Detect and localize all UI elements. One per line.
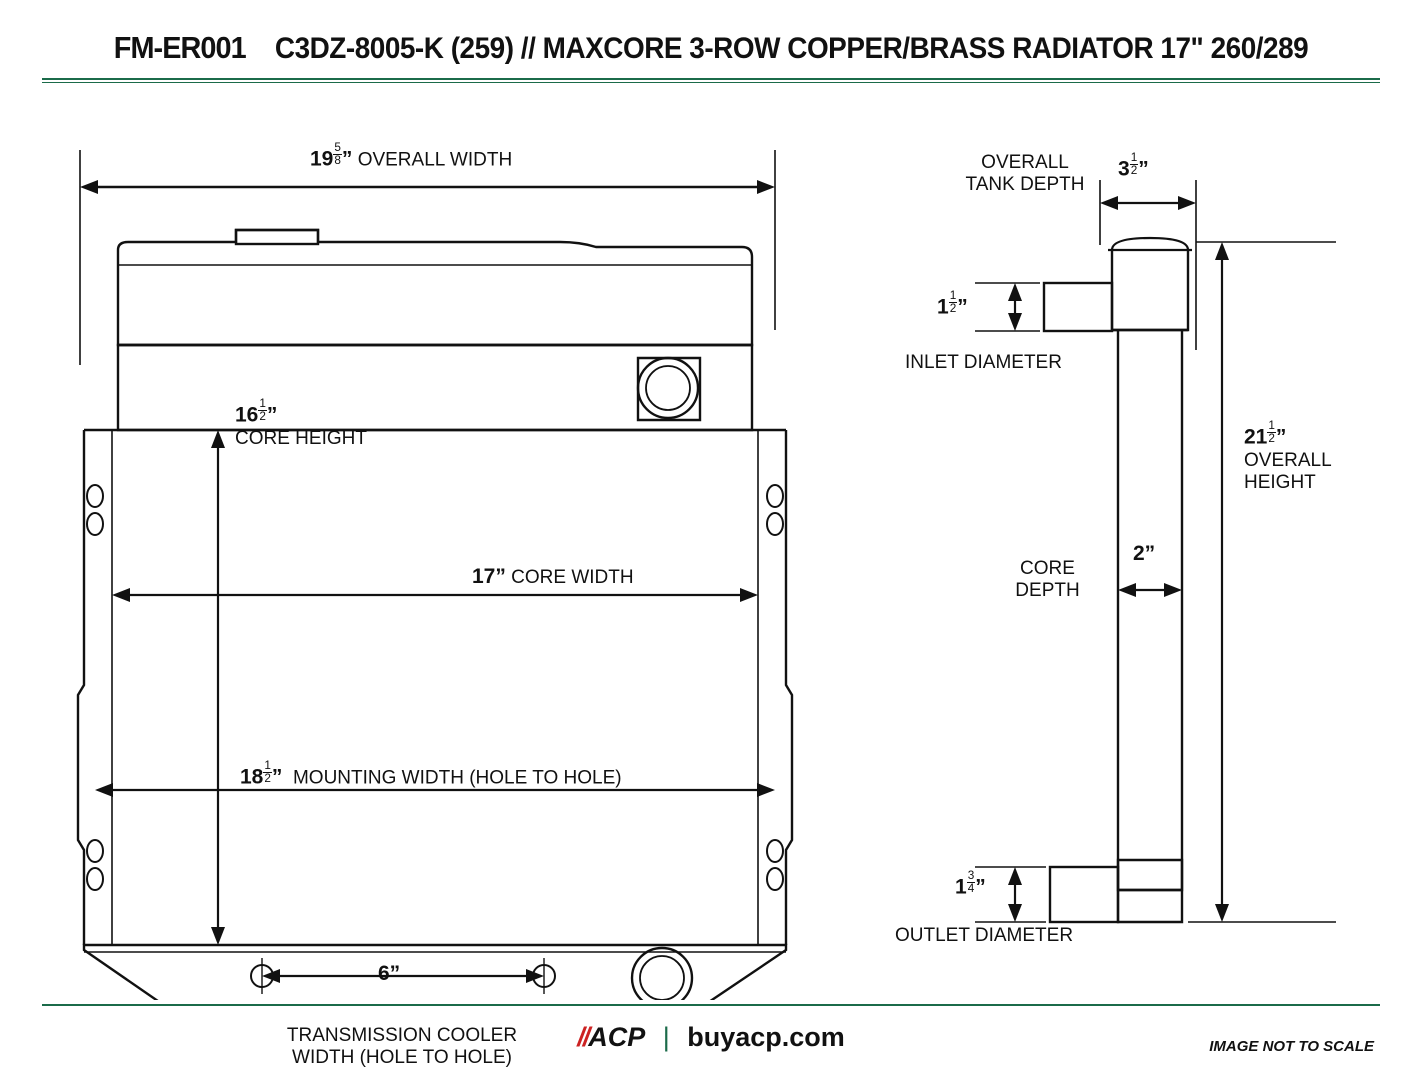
label-tank-depth-value: 3 $\frac{1}{2}$ ” [1118,151,1149,181]
footer-website[interactable]: buyacp.com [687,1022,845,1052]
label-inlet-diameter: INLET DIAMETER [905,352,1062,373]
acp-logo-text: ACP [588,1022,646,1052]
label-trans-cooler: TRANSMISSION COOLER WIDTH (HOLE TO HOLE) [286,1025,518,1068]
label-outlet-value: 1 $\frac{3}{4}$ ” [955,869,986,899]
footer-divider [42,1004,1380,1006]
scale-note: IMAGE NOT TO SCALE [1209,1038,1374,1055]
label-overall-tank-depth: OVERALL TANK DEPTH [965,152,1085,195]
page-title [50,30,1372,66]
acp-logo-slashes: // [577,1022,589,1052]
label-core-depth-value: 2” [1133,542,1156,565]
product-title: C3DZ-8005-K (259) // MAXCORE 3-ROW COPPER/BRASS RADIATOR 17" 260/289 [274,32,1309,65]
label-core-width: 17” CORE WIDTH [472,565,634,588]
header-divider-thin [42,82,1380,83]
label-core-depth: CORE DEPTH [1015,558,1080,601]
label-outlet-diameter: OUTLET DIAMETER [895,925,1074,946]
drawing-svg [0,90,1422,1000]
header-divider [42,78,1380,80]
label-overall-height: 21 $\frac{1}{2}$ ” OVERALL HEIGHT [1244,419,1332,493]
label-trans-cooler-value: 6” [378,962,401,985]
label-overall-width: 19 $\frac{5}{8}$ ” OVERALL WIDTH [310,141,513,171]
label-inlet-value: 1 $\frac{1}{2}$ ” [937,289,968,319]
label-core-height: 16 $\frac{1}{2}$ ” CORE HEIGHT [235,397,367,449]
footer-separator: | [662,1022,670,1052]
label-mounting-width: 18 $\frac{1}{2}$ ” MOUNTING WIDTH (HOLE TO HOLE) [240,759,622,789]
part-number: FM-ER001 [113,30,246,65]
